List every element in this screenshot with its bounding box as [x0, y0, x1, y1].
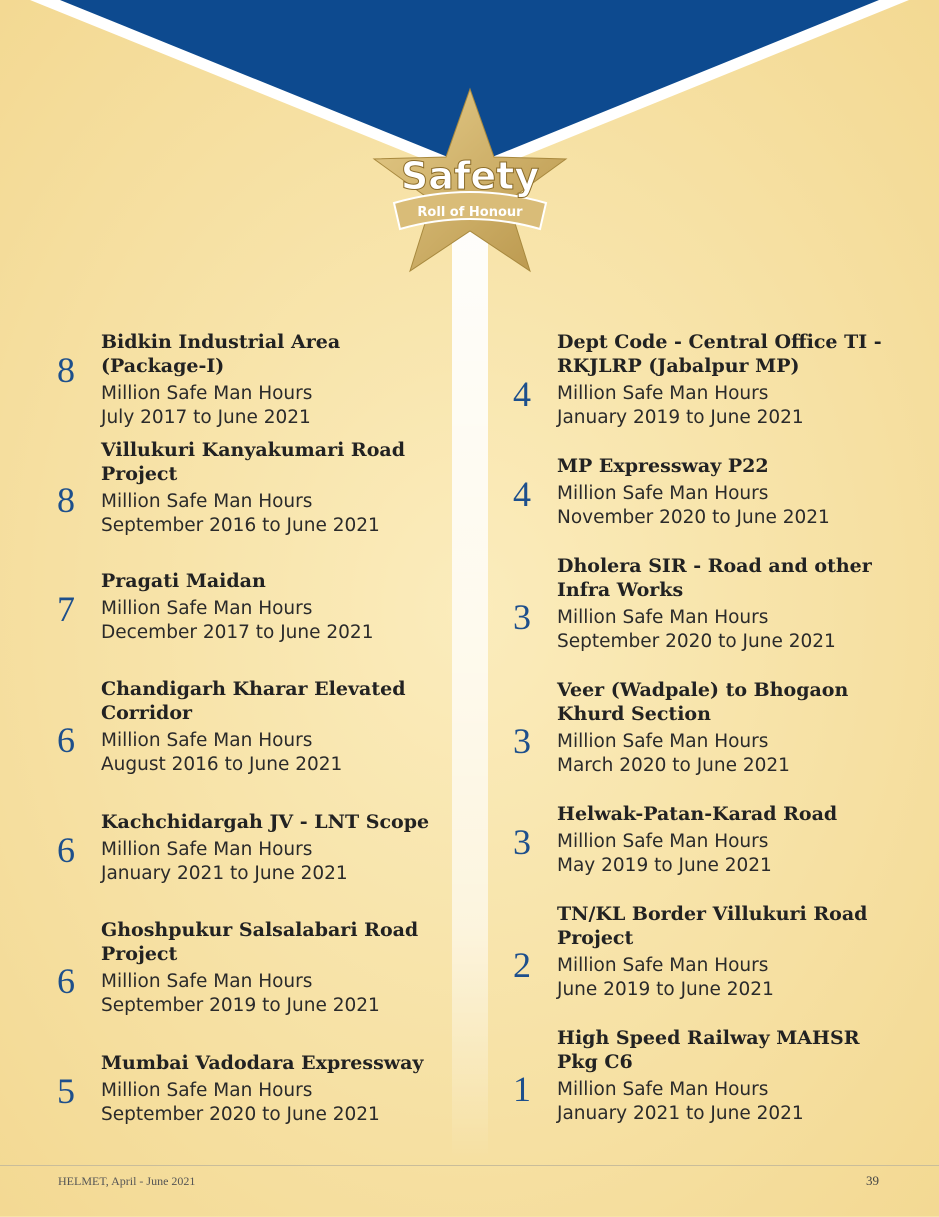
entry-title: Villukuri Kanyakumari Road Project	[101, 439, 405, 485]
entry-number: 3	[513, 597, 531, 637]
entry-title: Dholera SIR - Road and other Infra Works	[557, 555, 872, 601]
entry-metric: Million Safe Man Hours	[557, 607, 769, 628]
entry-number: 2	[513, 945, 531, 985]
entry-number: 6	[57, 830, 75, 870]
entry-title: Dept Code - Central Office TI -RKJLRP (Jabalpur MP)	[557, 331, 882, 377]
entry-metric: Million Safe Man Hours	[101, 1080, 313, 1101]
entry-period: March 2020 to June 2021	[557, 755, 790, 776]
entry-metric: Million Safe Man Hours	[557, 1079, 769, 1100]
entry-period: July 2017 to June 2021	[101, 407, 311, 428]
entry-metric: Million Safe Man Hours	[101, 839, 313, 860]
entry-title: TN/KL Border Villukuri Road Project	[557, 903, 868, 949]
entry-period: November 2020 to June 2021	[557, 507, 830, 528]
entry-period: September 2019 to June 2021	[101, 995, 380, 1016]
entry-number: 4	[513, 374, 531, 414]
entry-period: January 2021 to June 2021	[557, 1103, 804, 1124]
badge-title: Safety	[400, 154, 540, 198]
entry-metric: Million Safe Man Hours	[557, 731, 769, 752]
entry-title: MP Expressway P22	[557, 455, 769, 477]
entry-metric: Million Safe Man Hours	[557, 831, 769, 852]
publication-label: HELMET, April - June 2021	[58, 1174, 196, 1188]
entry-number: 3	[513, 721, 531, 761]
entry-period: June 2019 to June 2021	[557, 979, 774, 1000]
entry-number: 6	[57, 961, 75, 1001]
entry-title: Bidkin Industrial Area (Package-I)	[101, 331, 341, 377]
page-footer	[0, 1165, 939, 1217]
entry-number: 5	[57, 1071, 75, 1111]
entry-metric: Million Safe Man Hours	[557, 955, 769, 976]
entry-number: 1	[513, 1069, 531, 1109]
entry-metric: Million Safe Man Hours	[557, 483, 769, 504]
entry-metric: Million Safe Man Hours	[101, 491, 313, 512]
entry-number: 7	[57, 589, 75, 629]
entry-metric: Million Safe Man Hours	[557, 383, 769, 404]
entry-title: Mumbai Vadodara Expressway	[101, 1052, 424, 1074]
entry-title: Ghoshpukur Salsalabari Road Project	[101, 919, 419, 965]
page-number: 39	[866, 1173, 879, 1188]
entry-period: September 2020 to June 2021	[101, 1104, 380, 1125]
entry-metric: Million Safe Man Hours	[101, 730, 313, 751]
entry-title: Helwak-Patan-Karad Road	[557, 803, 838, 825]
entry-number: 4	[513, 474, 531, 514]
entry-number: 8	[57, 480, 75, 520]
entry-metric: Million Safe Man Hours	[101, 598, 313, 619]
entry-number: 3	[513, 822, 531, 862]
entry-title: Pragati Maidan	[101, 570, 266, 592]
entry-period: May 2019 to June 2021	[557, 855, 772, 876]
entry-title: Kachchidargah JV - LNT Scope	[101, 811, 430, 833]
entry-number: 6	[57, 720, 75, 760]
entry-period: December 2017 to June 2021	[101, 622, 374, 643]
entry-title: Veer (Wadpale) to Bhogaon Khurd Section	[557, 679, 849, 725]
entry-period: September 2020 to June 2021	[557, 631, 836, 652]
entry-number: 8	[57, 350, 75, 390]
entry-metric: Million Safe Man Hours	[101, 971, 313, 992]
badge-subtitle: Roll of Honour	[417, 205, 523, 220]
entry-period: January 2021 to June 2021	[101, 863, 348, 884]
entry-period: September 2016 to June 2021	[101, 515, 380, 536]
entry-title: High Speed Railway MAHSR Pkg C6	[557, 1027, 860, 1073]
safety-roll-of-honour-badge	[370, 85, 570, 275]
entry-metric: Million Safe Man Hours	[101, 383, 313, 404]
entry-period: January 2019 to June 2021	[557, 407, 804, 428]
entry-title: Chandigarh Kharar Elevated Corridor	[101, 678, 406, 724]
entry-period: August 2016 to June 2021	[101, 754, 343, 775]
